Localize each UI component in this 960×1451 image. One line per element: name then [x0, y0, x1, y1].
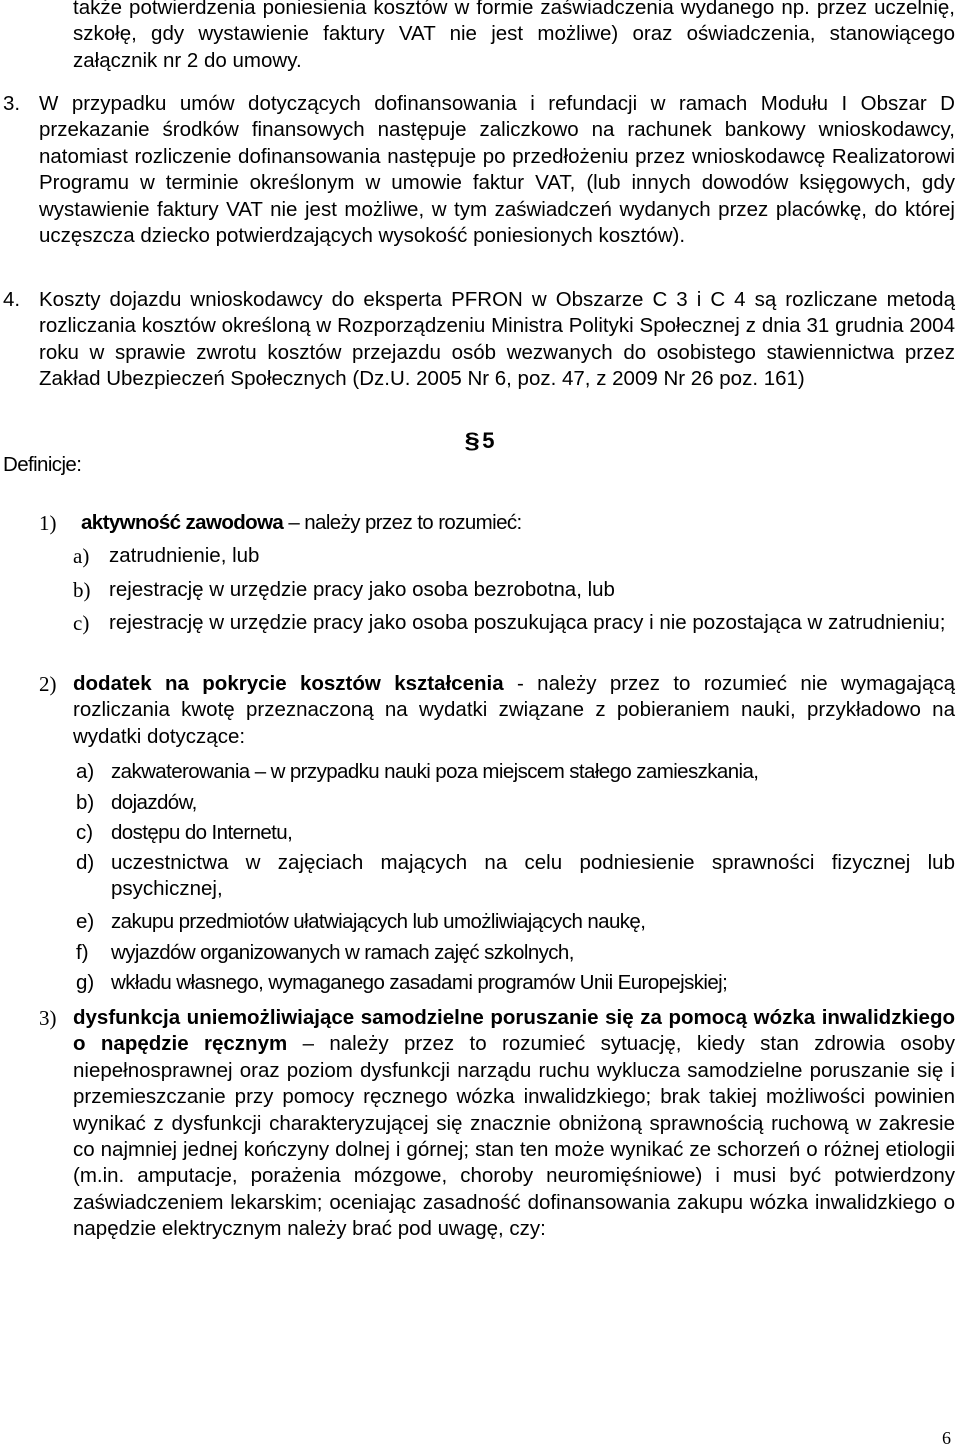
- item-4-text: Koszty dojazdu wnioskodawcy do eksperta PFRON w Obszarze C 3 i C 4 są rozliczane metodą rozliczania kosztów określoną w Rozporządzeniu Ministra Polityki Społecznej z dnia 31 grudnia 2004 roku w sprawie zwrotu kosztów przejazdu osób wezwanych do osobistego stawiennictwa przez Zakład Ubezpieczeń Społecznych (Dz.U. 2005 Nr 6, poz. 47, z 2009 Nr 26 poz. 161): [39, 288, 955, 391]
- def-3-term: dysfunkcja uniemożliwiające samodzielne poruszanie się za pomocą wózka inwalidzkiego o napędzie ręcznym: [73, 1006, 955, 1056]
- def-1-text: [81, 510, 955, 536]
- section-number: 5: [482, 428, 495, 453]
- page-number: 6: [942, 1428, 951, 1448]
- def-1-item-c-letter: c): [73, 611, 90, 635]
- def-1-term: aktywność zawodowa: [81, 511, 284, 534]
- def-2-item-g-text: wkładu własnego, wymaganego zasadami programów Unii Europejskiej;: [111, 971, 728, 994]
- def-2-item-a-text: zakwaterowania – w przypadku nauki poza miejscem stałego zamieszkania,: [111, 760, 759, 783]
- def-1-item-b-letter: b): [73, 578, 91, 602]
- def-1-item-c-text: rejestrację w urzędzie pracy jako osoba poszukująca pracy i nie pozostająca w zatrudnieniu;: [109, 611, 946, 634]
- def-1-rest: – należy przez to rozumieć:: [283, 511, 522, 534]
- def-1-item-a-text: zatrudnienie, lub: [109, 544, 260, 567]
- def-2-item-b-text: dojazdów,: [111, 791, 197, 814]
- def-2-item-a-letter: a): [76, 760, 95, 783]
- intro-paragraph: także potwierdzenia poniesienia kosztów w formie zaświadczenia wydanego np. przez uczelnię, szkołę, gdy wystawienie faktury VAT nie jest możliwe) oraz oświadczenia, stanowiącego załącznik nr 2 do umowy.: [73, 0, 955, 72]
- def-2-item-e-letter: e): [76, 910, 95, 933]
- def-2-item-g-letter: g): [76, 971, 95, 994]
- item-3-text: W przypadku umów dotyczących dofinansowania i refundacji w ramach Modułu I Obszar D przekazanie środków finansowych następuje zaliczkowo na rachunek bankowy wnioskodawcy, natomiast rozliczenie dofinansowania następuje po przedłożeniu przez wnioskodawcę Realizatorowi Programu w terminie określonym w umowie faktur VAT, (lub innych dowodów księgowych, gdy wystawienie faktury VAT nie jest możliwe, w tym zaświadczeń wydanych przez placówkę, do której uczęszcza dziecko potwierdzających wysokość poniesionych kosztów).: [39, 92, 955, 248]
- def-1-number: 1): [39, 511, 57, 535]
- def-2-rest: - należy przez to rozumieć nie wymagającą rozliczania kwotę przeznaczoną na wydatki związane z pobieraniem nauki, przykładowo na wydatki dotyczące:: [73, 672, 956, 748]
- def-2-item-c-text: dostępu do Internetu,: [111, 821, 293, 844]
- def-2-item-e-text: zakupu przedmiotów ułatwiających lub umożliwiających naukę,: [111, 910, 646, 933]
- def-2-item-d-text: uczestnictwa w zajęciach mających na celu podniesienie sprawności fizycznej lub psychicznej,: [111, 851, 955, 901]
- item-4-number: 4.: [3, 288, 21, 311]
- def-2-term: dodatek na pokrycie kosztów kształcenia: [73, 672, 504, 695]
- def-2-number: 2): [39, 672, 57, 696]
- def-3-number: 3): [39, 1006, 57, 1030]
- def-1-item-a-letter: a): [73, 544, 90, 568]
- def-2-item-b-letter: b): [76, 791, 95, 814]
- item-3-number: 3.: [3, 92, 21, 115]
- def-2-item-f-letter: f): [76, 941, 89, 964]
- def-2-item-c-letter: c): [76, 821, 94, 844]
- section-heading: [466, 428, 495, 454]
- definitions-label: Definicje:: [3, 453, 82, 476]
- def-2-item-f-text: wyjazdów organizowanych w ramach zajęć szkolnych,: [111, 941, 574, 964]
- def-3-rest: – należy przez to rozumieć sytuację, kiedy stan zdrowia osoby niepełnosprawnej oraz poziom dysfunkcji narządu ruchu wyklucza samodzielne poruszanie się i przemieszczanie przy pomocy ręcznego wózka inwalidzkiego; brak takiej możliwości powinien wynikać z dysfunkcji charakteryzującej się znacznie obniżoną sprawnością ruchową w zakresie co najmniej jednej kończyny dolnej i górnej; stan ten może wynikać ze schorzeń o różnej etiologii (m.in. amputacje, porażenia mózgowe, choroby neuromięśniowe) i musi być potwierdzony zaświadczeniem lekarskim; oceniając zasadność dofinansowania zakupu wózka inwalidzkiego o napędzie elektrycznym należy brać pod uwagę, czy:: [73, 1032, 955, 1241]
- def-1-item-b-text: rejestrację w urzędzie pracy jako osoba bezrobotna, lub: [109, 578, 615, 601]
- def-2-item-d-letter: d): [76, 851, 95, 874]
- def-2-text: [73, 671, 955, 750]
- section-sign: §: [464, 428, 480, 453]
- def-3-text: [73, 1005, 955, 1243]
